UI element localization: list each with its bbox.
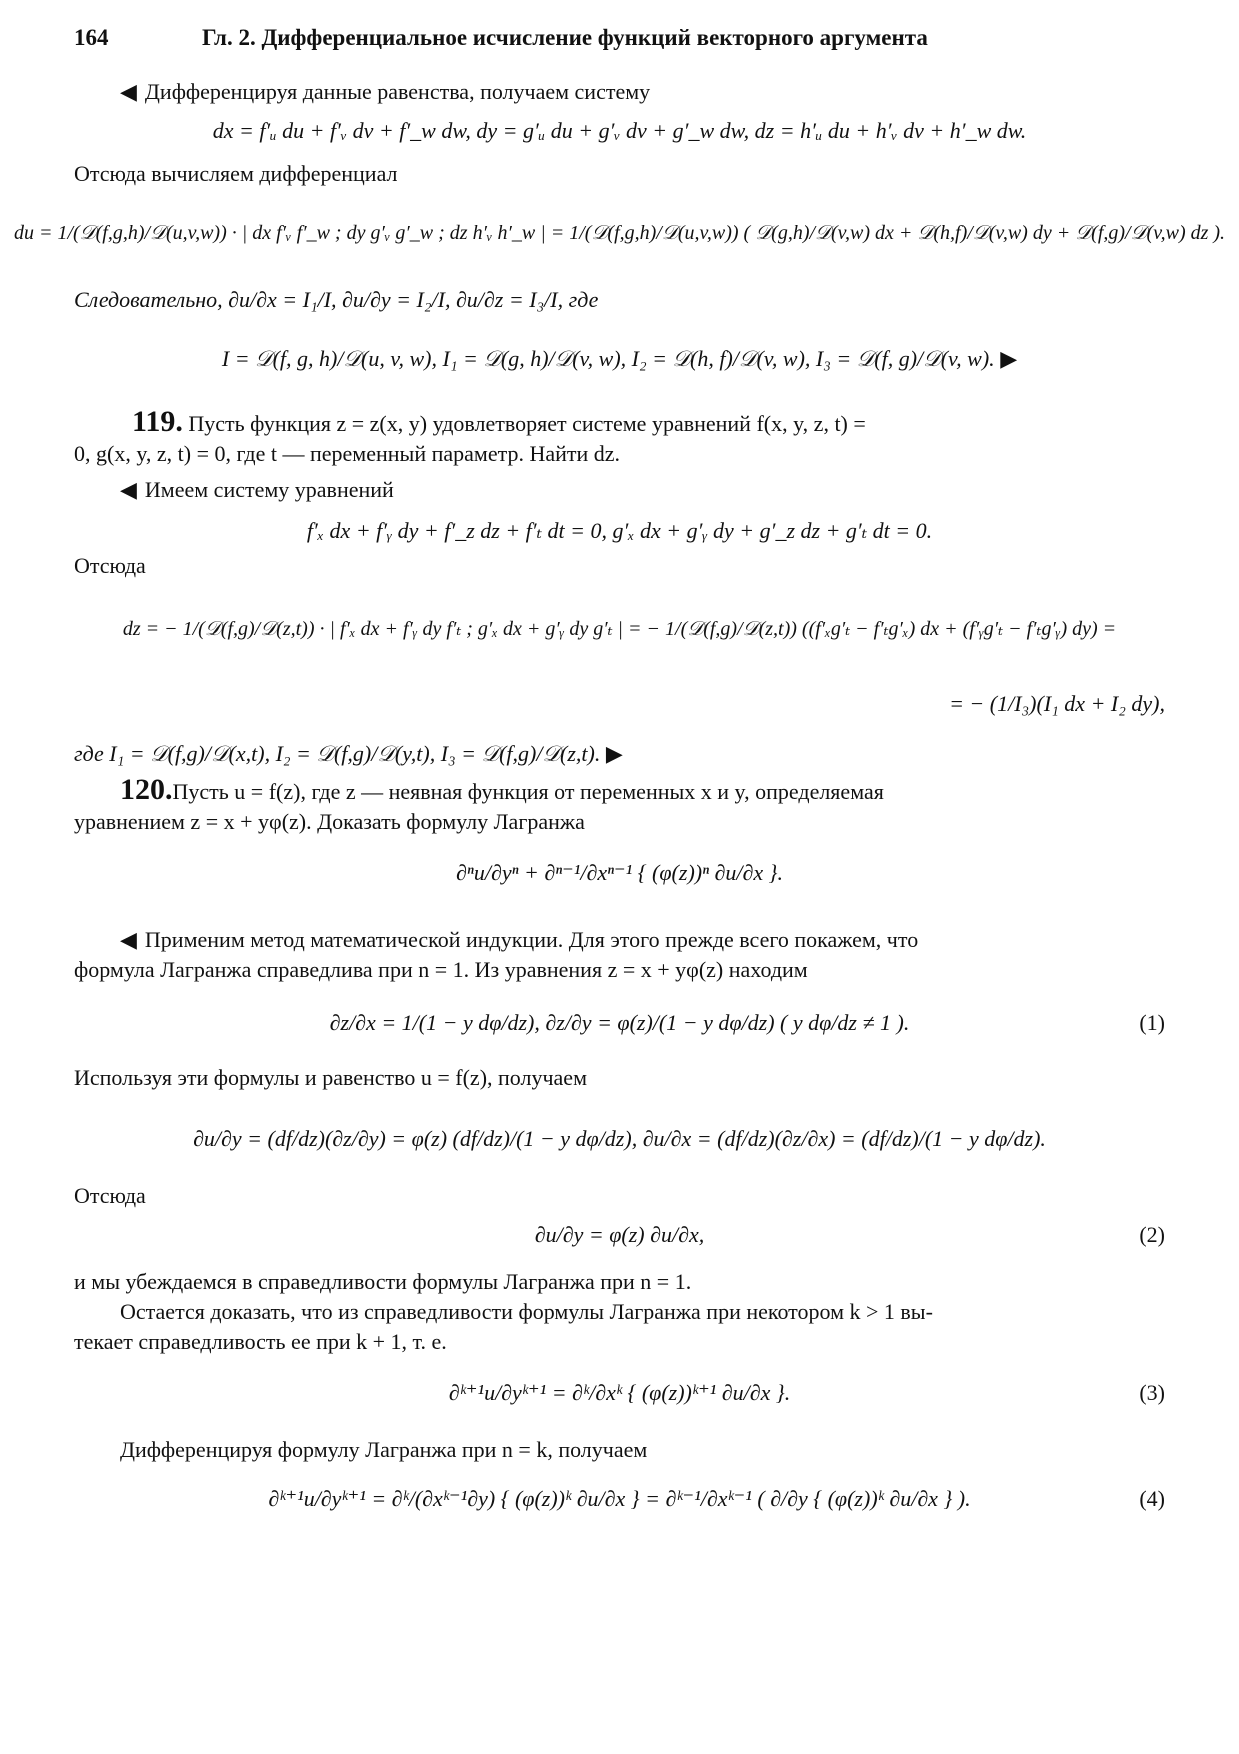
partials-text: Следовательно, ∂u/∂x = I₁/I, ∂u/∂y = I₂/I, ∂u/∂z = I₃/I, где [74,287,599,312]
problem-120-statement: 120.Пусть u = f(z), где z — неявная функция от переменных x и y, определяемая [120,773,884,806]
dz-result: = − (1/I₃)(I₁ dx + I₂ dy), [949,691,1165,716]
remains-text: Остается доказать, что из справедливости формулы Лагранжа при некотором k > 1 вы- [120,1299,933,1324]
equation-4: ∂ᵏ⁺¹u/∂yᵏ⁺¹ = ∂ᵏ/(∂xᵏ⁻¹∂y) { (φ(z))ᵏ ∂u/∂x } = ∂ᵏ⁻¹/∂xᵏ⁻¹ ( ∂/∂y { (φ(z))ᵏ ∂u/∂x } ). [268,1486,971,1511]
solution-end-marker: ▶ [1000,346,1018,371]
solution-intro: ◀ Дифференцируя данные равенства, получаем систему [120,79,651,104]
problem-119-statement-cont: 0, g(x, y, z, t) = 0, где t — переменный параметр. Найти dz. [74,441,621,466]
induction-text-cont: формула Лагранжа справедлива при n = 1. Из уравнения z = x + yφ(z) находим [74,957,808,982]
induction-text: ◀ Применим метод математической индукции. Для этого прежде всего покажем, что [120,927,919,952]
problem-119-statement: 119. Пусть функция z = z(x, y) удовлетворяет системе уравнений f(x, y, z, t) = [132,405,866,438]
running-title: Гл. 2. Дифференциальное исчисление функций векторного аргумента [202,25,928,50]
equation-3: ∂ᵏ⁺¹u/∂yᵏ⁺¹ = ∂ᵏ/∂xᵏ { (φ(z))ᵏ⁺¹ ∂u/∂x }. [448,1380,791,1405]
problem-120-statement-cont: уравнением z = x + yφ(z). Доказать формулу Лагранжа [74,809,585,834]
page-number: 164 [74,25,109,50]
differential-system: dx = f′ᵤ du + f′ᵥ dv + f′_w dw, dy = g′ᵤ du + g′ᵥ dv + g′_w dw, dz = h′ᵤ du + h′ᵥ dv + h′_w dw. [212,118,1027,143]
remains-text-cont: текает справедливость ее при k + 1, т. е. [74,1329,447,1354]
differentiating-text: Дифференцируя формулу Лагранжа при n = k, получаем [120,1437,648,1462]
du-formula: du = 1/(𝒟(f,g,h)/𝒟(u,v,w)) · | dx f′ᵥ f′_w ; dy g′ᵥ g′_w ; dz h′ᵥ h′_w | = 1/(𝒟(f,g,h)/𝒟(u,v,w)) ( 𝒟(g,h)/𝒟(v,w) dx + 𝒟(h,f)/𝒟(v,w) dy + 𝒟(f,g)/𝒟(v,w) dz ). [13,222,1226,244]
equation-1-tag: (1) [1139,1010,1165,1035]
equation-1: ∂z/∂x = 1/(1 − y dφ/dz), ∂z/∂y = φ(z)/(1 − y dφ/dz) ( y dφ/dz ≠ 1 ). [329,1010,910,1035]
equation-2-tag: (2) [1139,1222,1165,1247]
hence-text-2: Отсюда [74,1183,146,1208]
problem-119-system: f′ₓ dx + f′ᵧ dy + f′_z dz + f′ₜ dt = 0, g′ₓ dx + g′ᵧ dy + g′_z dz + g′ₜ dt = 0. [306,518,933,543]
using-text: Используя эти формулы и равенство u = f(z), получаем [74,1065,587,1090]
problem-119-hence: Отсюда [74,553,146,578]
lagrange-formula: ∂ⁿu/∂yⁿ + ∂ⁿ⁻¹/∂xⁿ⁻¹ { (φ(z))ⁿ ∂u/∂x }. [456,860,783,885]
problem-119-number: 119. [132,405,183,438]
problem-119-where: где I₁ = 𝒟(f,g)/𝒟(x,t), I₂ = 𝒟(f,g)/𝒟(y,t), I₃ = 𝒟(f,g)/𝒟(z,t). ▶ [74,741,623,766]
problem-120-number: 120. [120,773,173,806]
equation-2: ∂u/∂y = φ(z) ∂u/∂x, [534,1222,705,1247]
jacobian-definitions: I = 𝒟(f, g, h)/𝒟(u, v, w), I₁ = 𝒟(g, h)/𝒟(v, w), I₂ = 𝒟(h, f)/𝒟(v, w), I₃ = 𝒟(f, g)/𝒟(v, w). ▶ [221,346,1018,371]
equation-4-tag: (4) [1139,1486,1165,1511]
derivatives-formula: ∂u/∂y = (df/dz)(∂z/∂y) = φ(z) (df/dz)/(1 − y dφ/dz), ∂u/∂x = (df/dz)(∂z/∂x) = (df/dz)/(1 − y dφ/dz). [193,1126,1046,1151]
problem-119-intro: ◀ Имеем систему уравнений [120,477,394,502]
equation-3-tag: (3) [1139,1380,1165,1405]
convinced-text: и мы убеждаемся в справедливости формулы Лагранжа при n = 1. [74,1269,692,1294]
dz-formula: dz = − 1/(𝒟(f,g)/𝒟(z,t)) · | f′ₓ dx + f′ᵧ dy f′ₜ ; g′ₓ dx + g′ᵧ dy g′ₜ | = − 1/(𝒟(f,g)/𝒟(z,t)) ((f′ₓg′ₜ − f′ₜg′ₓ) dx + (f′ᵧg′ₜ − f′ₜg′ᵧ) dy) = [122,618,1117,640]
hence-text: Отсюда вычисляем дифференциал [74,161,398,186]
solution-start-marker: ◀ [120,79,137,104]
